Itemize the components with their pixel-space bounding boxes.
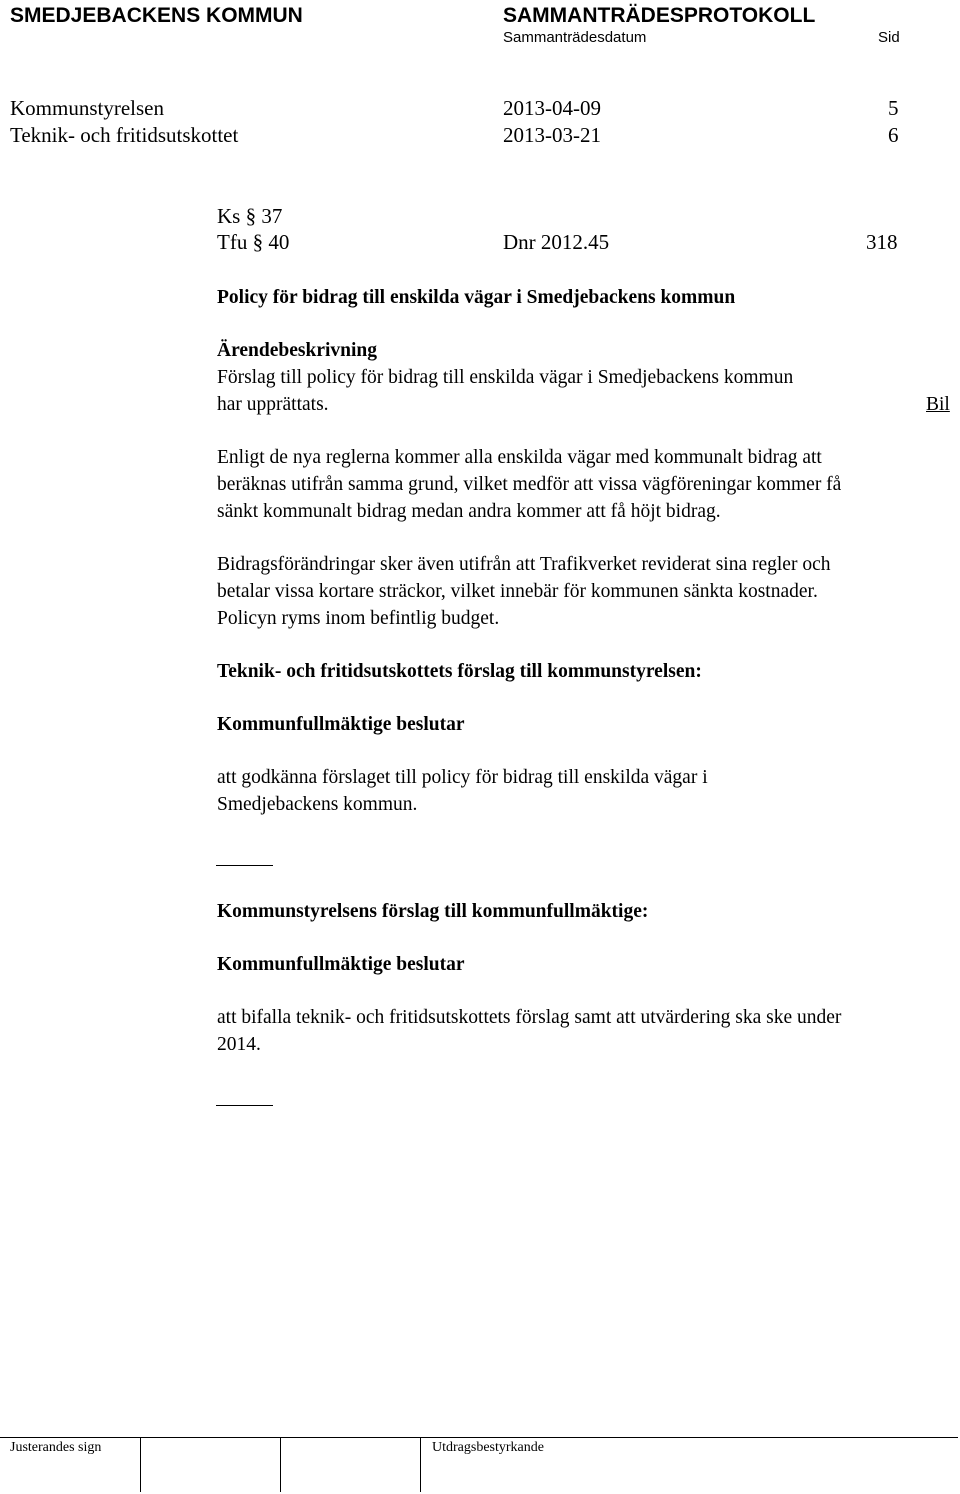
municipality-name: SMEDJEBACKENS KOMMUN xyxy=(10,4,303,27)
heading-arendebeskrivning: Ärendebeskrivning xyxy=(217,340,377,361)
decision-2-line-1: att bifalla teknik- och fritidsutskottets förslag samt att utvärdering ska ske under xyxy=(217,1007,842,1028)
kf-decides-heading-2: Kommunfullmäktige beslutar xyxy=(217,954,465,975)
ks-paragraph-ref: Ks § 37 xyxy=(217,204,283,228)
document-type: SAMMANTRÄDESPROTOKOLL xyxy=(503,4,816,27)
tfu-paragraph-ref: Tfu § 40 xyxy=(217,230,290,254)
meeting-page-1: 5 xyxy=(888,96,899,120)
section-divider-2 xyxy=(216,1105,273,1106)
meeting-page-2: 6 xyxy=(888,123,899,147)
footer-separator-1 xyxy=(140,1437,141,1492)
paragraph-1-line-1: Förslag till policy för bidrag till enskilda vägar i Smedjebackens kommun xyxy=(217,367,794,388)
utdragsbestyrkande-label: Utdragsbestyrkande xyxy=(432,1440,544,1455)
meeting-body-1: Kommunstyrelsen xyxy=(10,96,164,120)
paragraph-2-line-3: sänkt kommunalt bidrag medan andra kommer att få höjt bidrag. xyxy=(217,501,721,522)
footer-rule xyxy=(0,1437,958,1438)
paragraph-3-line-1: Bidragsförändringar sker även utifrån att Trafikverket reviderat sina regler och xyxy=(217,554,831,575)
paragraph-2-line-1: Enligt de nya reglerna kommer alla enskilda vägar med kommunalt bidrag att xyxy=(217,447,822,468)
diary-number: Dnr 2012.45 xyxy=(503,230,610,254)
decision-1-line-1: att godkänna förslaget till policy för bidrag till enskilda vägar i xyxy=(217,767,708,788)
kf-decides-heading-1: Kommunfullmäktige beslutar xyxy=(217,714,465,735)
decision-2-line-2: 2014. xyxy=(217,1034,261,1055)
justerandes-sign-label: Justerandes sign xyxy=(10,1440,102,1455)
paragraph-3-line-2: betalar vissa kortare sträckor, vilket innebär för kommunen sänkta kostnader. xyxy=(217,581,818,602)
footer-separator-2 xyxy=(280,1437,281,1492)
ks-proposal-heading: Kommunstyrelsens förslag till kommunfullmäktige: xyxy=(217,901,649,922)
footer-separator-3 xyxy=(420,1437,421,1492)
paragraph-3-line-3: Policyn ryms inom befintlig budget. xyxy=(217,608,500,629)
page-column-label: Sid xyxy=(878,29,900,46)
section-divider-1 xyxy=(216,865,273,866)
meeting-date-2: 2013-03-21 xyxy=(503,123,601,147)
attachment-ref[interactable]: Bil xyxy=(926,394,950,415)
paragraph-2-line-2: beräknas utifrån samma grund, vilket medför att vissa vägföreningar kommer få xyxy=(217,474,842,495)
case-title: Policy för bidrag till enskilda vägar i Smedjebackens kommun xyxy=(217,287,736,308)
tfu-proposal-heading: Teknik- och fritidsutskottets förslag till kommunstyrelsen: xyxy=(217,661,702,682)
case-number: 318 xyxy=(866,230,898,254)
decision-1-line-2: Smedjebackens kommun. xyxy=(217,794,418,815)
meeting-date-1: 2013-04-09 xyxy=(503,96,601,120)
date-column-label: Sammanträdesdatum xyxy=(503,29,647,46)
meeting-body-2: Teknik- och fritidsutskottet xyxy=(10,123,239,147)
paragraph-1-line-2: har upprättats. xyxy=(217,394,329,415)
